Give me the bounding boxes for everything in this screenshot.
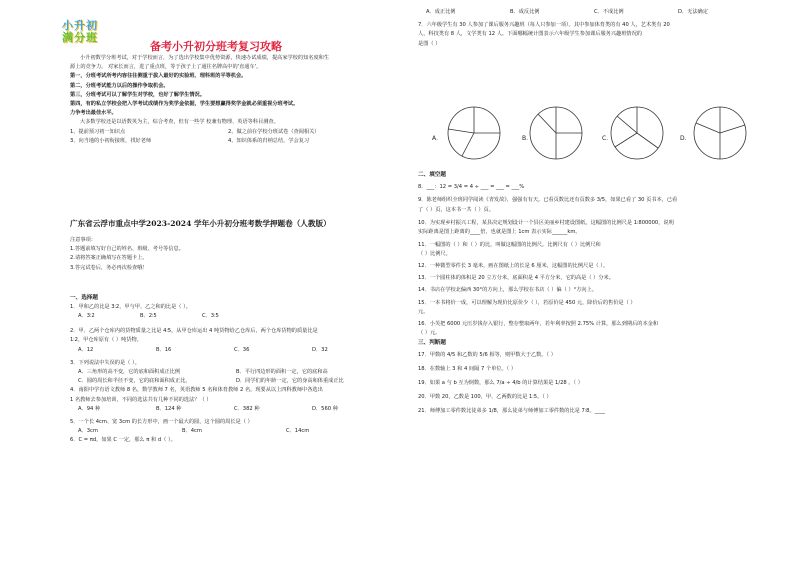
guide-tips-row2: [70, 137, 402, 146]
question-12: 12．一种微型零件长 3 毫米，画在图纸上的长是 6 厘米，这幅图的比例尺是（ ）。: [418, 263, 609, 270]
question-7-line1: 7．六年级学生有 30 人参加了课后服务兴趣班（每人只参加一项）。其中参加体育类的有 40 人，艺术类有 20: [418, 22, 670, 29]
question-11-line1: 11．一幅图的（ ）和（ ）的比，叫做这幅图的比例尺。比例尺有（ ）比例尺和: [418, 241, 601, 248]
option: A．3cm: [78, 428, 98, 435]
notes-heading: 注意事项：: [70, 237, 96, 243]
exam-title: 广东省云浮市重点中学2023-2024 学年小升初分班考数学押题卷（人教版）: [70, 219, 331, 228]
question-9-line2: 了（ ）页，这本书一共（ ）页。: [418, 207, 494, 213]
option: C．36: [234, 346, 250, 353]
guide-point-2: 第二，分班考试能力以后的操作争取机会。: [70, 82, 169, 89]
question-2-line2: 1∶2，甲仓库原有（ ）吨货物。: [70, 337, 142, 344]
question-7-line3: 是图（ ）: [418, 40, 441, 47]
option: B．成反比例: [510, 9, 540, 15]
note-item: 1.答题前填写好自己的姓名、班级、考号等信息。: [70, 246, 184, 253]
q4-options: [70, 405, 402, 414]
note-item: 2.请将答案正确填写在答题卡上。: [70, 255, 148, 262]
question-13: 13．一个圆柱体的体积是 20 立方分米，底面积是 4 平方分米，它的高是（ ）分米。: [418, 275, 614, 282]
guide-point-4: 第四，有的私立学校会把入学考试成绩作为奖学金依据，学生要想赢得奖学金就必须重视分班考试。: [70, 101, 299, 108]
option: B．2∶5: [140, 313, 157, 320]
logo-line2: 满分班: [62, 31, 98, 44]
option: D．560 种: [312, 405, 338, 412]
question-2-line1: 2．甲、乙两个仓库内的货物质量之比是 4∶5，从甲仓库运出 4 吨货物给乙仓库后，两个仓库货物的质量比是: [70, 328, 318, 335]
guide-section: [70, 54, 402, 146]
guide-point-5: 力争考出最佳水平。: [70, 110, 117, 117]
guide-tip: 3、向当地的小初衔接班，找好老师: [70, 137, 152, 144]
question-14: 14．书店在学校北偏西 30°的方向上，那么学校在书店（ ）偏（ ）°方向上。: [418, 287, 597, 294]
option: D．无法确定: [678, 9, 708, 15]
pie-a: [448, 107, 500, 159]
option: C．圆的周长和半径不变，它的底和面积成正比。: [78, 378, 191, 385]
guide-summary: 大多数学校还是以语数英为主，综合考查，但有一些学 校兼有物理、英语等科目测查。: [80, 119, 279, 126]
question-19: 19．如果 a 与 b 互为倒数，那么 7/a ÷ 4/b 的计算结果是 1/28 。（ ）: [418, 380, 583, 387]
option: B．平行四边形的面积一定，它的底和高: [236, 369, 328, 376]
question-6: 6．C = πd，如果 C 一定，那么 π 和 d（ ）。: [70, 437, 176, 444]
question-5: 5．一个长 4cm、宽 3cm 的长方形中，画一个最大的圆，这个圆的周长是（ ）: [70, 419, 253, 426]
question-21: 21．师傅加工零件数比徒弟多 1/8，那么徒弟与师傅加工零件数的比是 7∶8。____: [418, 408, 606, 415]
question-20: 20．甲数 20，乙数是 100，甲、乙两数的比是 1∶5。（ ）: [418, 394, 552, 401]
q6-options: [418, 8, 764, 17]
pie-label-c: C．: [602, 135, 613, 142]
guide-tip: 1、提前预习初一知识点: [70, 128, 126, 135]
option: C．14cm: [286, 428, 310, 435]
pie-d: [694, 107, 746, 159]
q2-options: [70, 346, 402, 355]
q3-options-row1: [70, 368, 402, 377]
option: A．三角形的高不变，它的底和面积成正比例: [78, 369, 181, 376]
note-item: 3.答完试卷后，务必再次检查哦！: [70, 264, 148, 271]
guide-tips-row1: [70, 128, 402, 137]
question-1: 1．甲和乙的比是 3∶2，甲与甲、乙之和的比是（ ）。: [70, 303, 191, 310]
guide-intro-line1: 小升初数学分班考试，对于学校而言，为了选出学校集中优势资源，快速办试成绩，提高家学校的知名度和生: [80, 55, 330, 61]
pie-label-a: A．: [432, 135, 443, 142]
pie-label-d: D．: [680, 135, 691, 142]
guide-intro-line2: 源上的竞争力。 对家长而言，进了重点班，等于孩子上了通往名牌高中的'直通车'。: [70, 64, 262, 71]
q1-options: [70, 312, 402, 321]
question-4-line2: 1 名教师去参加培训，不同的选法共有几种不同的选法？（ ）: [70, 396, 212, 403]
question-4-line1: 4．南阳中学有语文教师 8 名，数学教师 7 名，英语教师 5 名和体育教师 2 名。现要从以上四科教师中各选出: [70, 387, 323, 394]
pie-c: [611, 107, 663, 159]
question-15-line2: 元。: [418, 308, 429, 315]
section-heading-judge: 三、判断题: [418, 340, 446, 347]
logo: [62, 20, 120, 46]
guide-point-3: 第三，分班考试可以了解学生对学校，也好了解学生情况。: [70, 91, 205, 98]
question-16-line2: （ ）元。: [418, 330, 441, 337]
pie-label-b: B．: [522, 135, 533, 142]
fill-blank-section: [418, 170, 764, 418]
guide-tip: 2、做之前在学校分班试卷（查阅相关）: [228, 128, 320, 135]
option: B．4cm: [182, 428, 202, 435]
pie-charts: [432, 103, 762, 165]
option: B．16: [156, 346, 172, 353]
option: D．同学们的年龄一定，它的身高和体重成正比: [236, 378, 344, 385]
option: B．124 种: [156, 405, 182, 412]
question-16-line1: 16．小芙把 6000 元压岁钱存入银行，整存整取两年，若年利率按照 2.75% 计算，那么到期后的本金和: [418, 321, 659, 328]
option: C．3∶5: [202, 313, 219, 320]
guide-title: 备考小升初分班考复习攻略: [150, 40, 282, 53]
q5-options: [70, 427, 402, 436]
exam-right-column: [418, 8, 764, 49]
pie-options: [432, 103, 762, 163]
option: A．3∶2: [78, 313, 95, 320]
option: C．不成比例: [594, 9, 624, 15]
question-15-line1: 15．一本书将价一成，可以理解为现价比原价少（ ），若原价是 450 元，降价后的售价是（ ）: [418, 299, 636, 306]
question-10-line2: 实际距离是图上距离的____倍，也就是图上 1cm 表示实际______km。: [418, 229, 581, 236]
question-10-line1: 10．为实现乡村振兴工程，某县决定规划设计一个县区美丽乡村建设图纸，这幅图的比例尺是 1∶800000，说明: [418, 220, 674, 227]
question-9-line1: 9．陈老师组织全班同学阅读《青发故》，强强有有天。已看页数比还有页数多 3/5，如果已看了 30 页书本，已看: [418, 197, 678, 203]
guide-tip: 4、知识体系的归纳总结，学会复习: [228, 137, 310, 144]
option: A．12: [78, 346, 94, 353]
question-7-line2: 人，科技类有 8 人，文学类有 12 人。下面哪幅统计图表示六年级学生参加课后服务兴趣班情况的: [418, 31, 642, 38]
section-heading-fill: 二、填空题: [418, 172, 446, 178]
question-8: 8．___：12 = 3/4 = 4 ÷ ___ = ___ = ___%: [418, 184, 525, 190]
exam-left-column: [70, 236, 402, 446]
option: A．成正比例: [426, 9, 456, 15]
option: D．32: [312, 346, 328, 353]
guide-point-1: 第一，分班考试所考内容往往侧重于拔入最好的实验班、理科班的平等机会。: [70, 73, 247, 80]
question-3: 3．下列说法中失误的是（ ）。: [70, 359, 140, 366]
section-heading-choice: 一、选择题: [70, 294, 98, 301]
option: A．94 种: [78, 405, 101, 412]
option: C．382 种: [234, 405, 260, 412]
question-17: 17．甲数的 4/5 和乙数的 5/6 相等，则甲数大于乙数。（ ）: [418, 352, 556, 359]
logo-line1: 小升初: [62, 19, 98, 32]
question-18: 18．在数轴上 3 和 4 间隔 7 个单位。（ ）: [418, 366, 517, 373]
q3-options-row2: [70, 377, 402, 386]
question-11-line2: （ ）比例尺。: [418, 250, 451, 257]
pie-b: [530, 107, 582, 159]
